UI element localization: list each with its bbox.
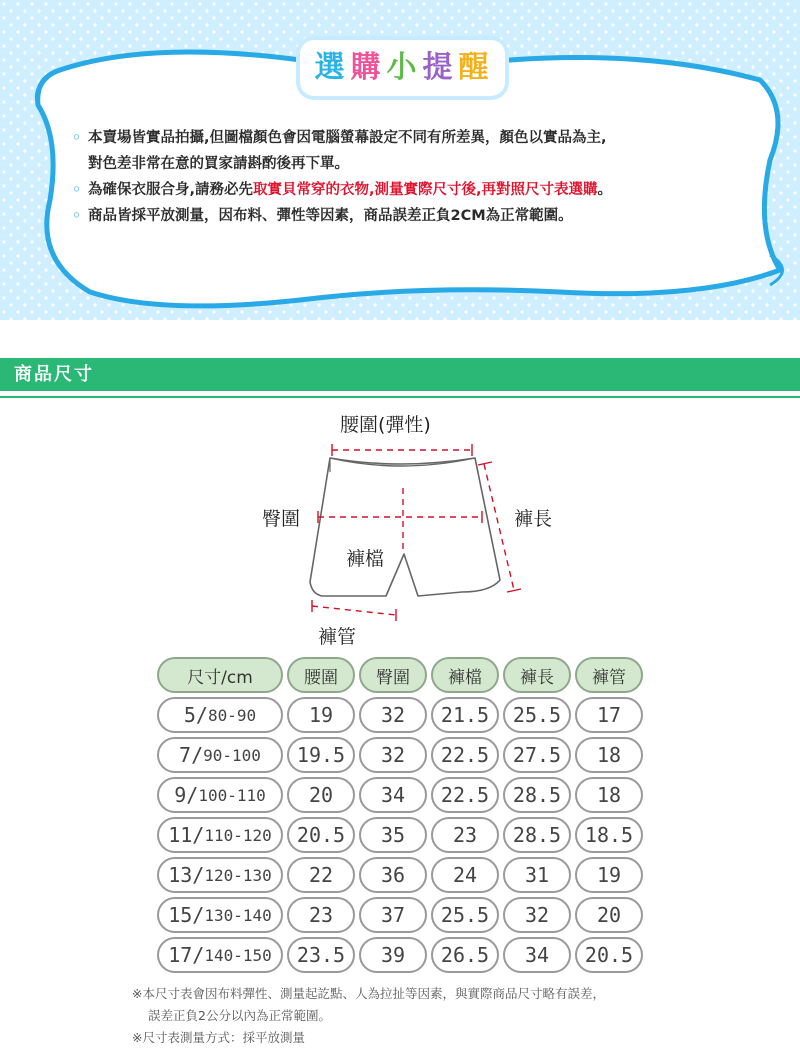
leg-cell: 20 — [575, 897, 643, 933]
waist-cell: 20.5 — [287, 817, 355, 853]
hip-cell: 32 — [359, 737, 427, 773]
notice-line-2-pre: 為確保衣服合身,請務必先 — [88, 182, 254, 198]
notice-line-1-cont — [72, 151, 772, 177]
waist-cell: 23 — [287, 897, 355, 933]
hip-cell: 37 — [359, 897, 427, 933]
hip-cell: 39 — [359, 937, 427, 973]
size-cell — [157, 937, 283, 973]
table-row — [155, 815, 645, 855]
section-title: 商品尺寸 — [14, 364, 94, 385]
notice-line-3-text: 商品皆採平放測量，因布料、彈性等因素，商品誤差正負2CM為正常範圍。 — [88, 208, 573, 224]
section-header — [0, 358, 800, 391]
leg-measure-line — [312, 600, 396, 621]
notice-line-3 — [72, 203, 772, 229]
length-cell: 32 — [503, 897, 571, 933]
shorts-measurement-diagram — [0, 400, 800, 650]
leg-cell: 19 — [575, 857, 643, 893]
table-row — [155, 735, 645, 775]
crotch-cell: 24 — [431, 857, 499, 893]
leg-cell: 20.5 — [575, 937, 643, 973]
title-char-3: 小 — [386, 50, 419, 85]
size-range: 100-110 — [198, 785, 266, 805]
crotch-cell: 25.5 — [431, 897, 499, 933]
size-number: 9/ — [174, 783, 199, 807]
size-range: 120-130 — [204, 865, 272, 885]
notice-line-2 — [72, 177, 772, 203]
header-leg: 褲管 — [575, 657, 643, 693]
size-range: 110-120 — [204, 825, 272, 845]
notice-line-1 — [72, 125, 772, 151]
crotch-cell: 21.5 — [431, 697, 499, 733]
size-cell — [157, 897, 283, 933]
table-row — [155, 855, 645, 895]
size-number: 5/ — [183, 703, 208, 727]
size-number: 15/ — [168, 903, 205, 927]
notice-text — [72, 125, 772, 229]
size-cell — [157, 817, 283, 853]
table-row — [155, 775, 645, 815]
waist-measure-line — [332, 444, 472, 456]
table-row — [155, 695, 645, 735]
waist-cell: 20 — [287, 777, 355, 813]
hip-cell: 32 — [359, 697, 427, 733]
hip-cell: 36 — [359, 857, 427, 893]
size-cell — [157, 737, 283, 773]
length-cell: 28.5 — [503, 777, 571, 813]
hip-cell: 34 — [359, 777, 427, 813]
section-divider — [0, 396, 800, 398]
title-char-2: 購 — [350, 50, 383, 85]
crotch-label: 褲檔 — [346, 548, 385, 570]
leg-cell: 18 — [575, 737, 643, 773]
notice-line-1-text: 本賣場皆實品拍攝,但圖檔顏色會因電腦螢幕設定不同有所差異，顏色以實品為主, — [88, 130, 607, 146]
size-cell — [157, 697, 283, 733]
waist-cell: 22 — [287, 857, 355, 893]
size-cell — [157, 777, 283, 813]
size-range: 130-140 — [204, 905, 272, 925]
length-label: 褲長 — [514, 508, 553, 530]
bullet-icon: ◦ — [72, 130, 81, 146]
crotch-cell: 23 — [431, 817, 499, 853]
waist-cell: 19.5 — [287, 737, 355, 773]
length-cell: 25.5 — [503, 697, 571, 733]
size-table — [155, 655, 645, 975]
leg-cell: 17 — [575, 697, 643, 733]
waist-cell: 19 — [287, 697, 355, 733]
size-range: 140-150 — [204, 945, 272, 965]
length-cell: 28.5 — [503, 817, 571, 853]
header-waist: 腰圍 — [287, 657, 355, 693]
notice-panel — [0, 0, 800, 320]
length-cell: 31 — [503, 857, 571, 893]
size-number: 11/ — [168, 823, 205, 847]
size-number: 17/ — [168, 943, 205, 967]
waist-label: 腰圍(彈性) — [340, 414, 431, 436]
title-char-1: 選 — [314, 50, 347, 85]
length-cell: 27.5 — [503, 737, 571, 773]
note-1: ※本尺寸表會因布料彈性、測量起訖點、人為拉扯等因素，與實際商品尺寸略有誤差， — [132, 986, 605, 1001]
title-char-5: 醒 — [458, 50, 491, 85]
crotch-cell: 26.5 — [431, 937, 499, 973]
size-range: 90-100 — [203, 745, 261, 765]
header-length: 褲長 — [503, 657, 571, 693]
table-row — [155, 895, 645, 935]
table-header-row — [155, 655, 645, 695]
size-number: 7/ — [179, 743, 204, 767]
leg-cell: 18 — [575, 777, 643, 813]
hip-label: 臀圍 — [262, 508, 301, 530]
table-row — [155, 935, 645, 975]
notice-title — [300, 40, 505, 96]
hip-cell: 35 — [359, 817, 427, 853]
notice-line-2-highlight: 取實貝常穿的衣物,測量實際尺寸後,再對照尺寸表選購 — [253, 182, 598, 198]
crotch-cell: 22.5 — [431, 737, 499, 773]
shorts-illustration — [0, 400, 800, 650]
header-hip: 臀圍 — [359, 657, 427, 693]
size-range: 80-90 — [207, 705, 257, 725]
header-size: 尺寸/cm — [157, 657, 283, 693]
note-1-cont: 誤差正負2公分以內為正常範圍。 — [148, 1008, 331, 1023]
size-number: 13/ — [168, 863, 205, 887]
length-cell: 34 — [503, 937, 571, 973]
size-notes — [132, 983, 605, 1049]
crotch-cell: 22.5 — [431, 777, 499, 813]
notice-line-1b-text: 對色差非常在意的買家請斟酌後再下單。 — [88, 156, 349, 172]
note-2: ※尺寸表測量方式：採平放測量 — [132, 1030, 305, 1045]
header-crotch: 褲檔 — [431, 657, 499, 693]
shorts-outline — [310, 458, 500, 596]
leg-cell: 18.5 — [575, 817, 643, 853]
title-char-4: 提 — [422, 50, 455, 85]
bullet-icon: ◦ — [72, 182, 81, 198]
size-cell — [157, 857, 283, 893]
notice-line-2-post: 。 — [597, 182, 613, 198]
waist-cell: 23.5 — [287, 937, 355, 973]
leg-label: 褲管 — [318, 626, 357, 648]
bullet-icon: ◦ — [72, 208, 81, 224]
